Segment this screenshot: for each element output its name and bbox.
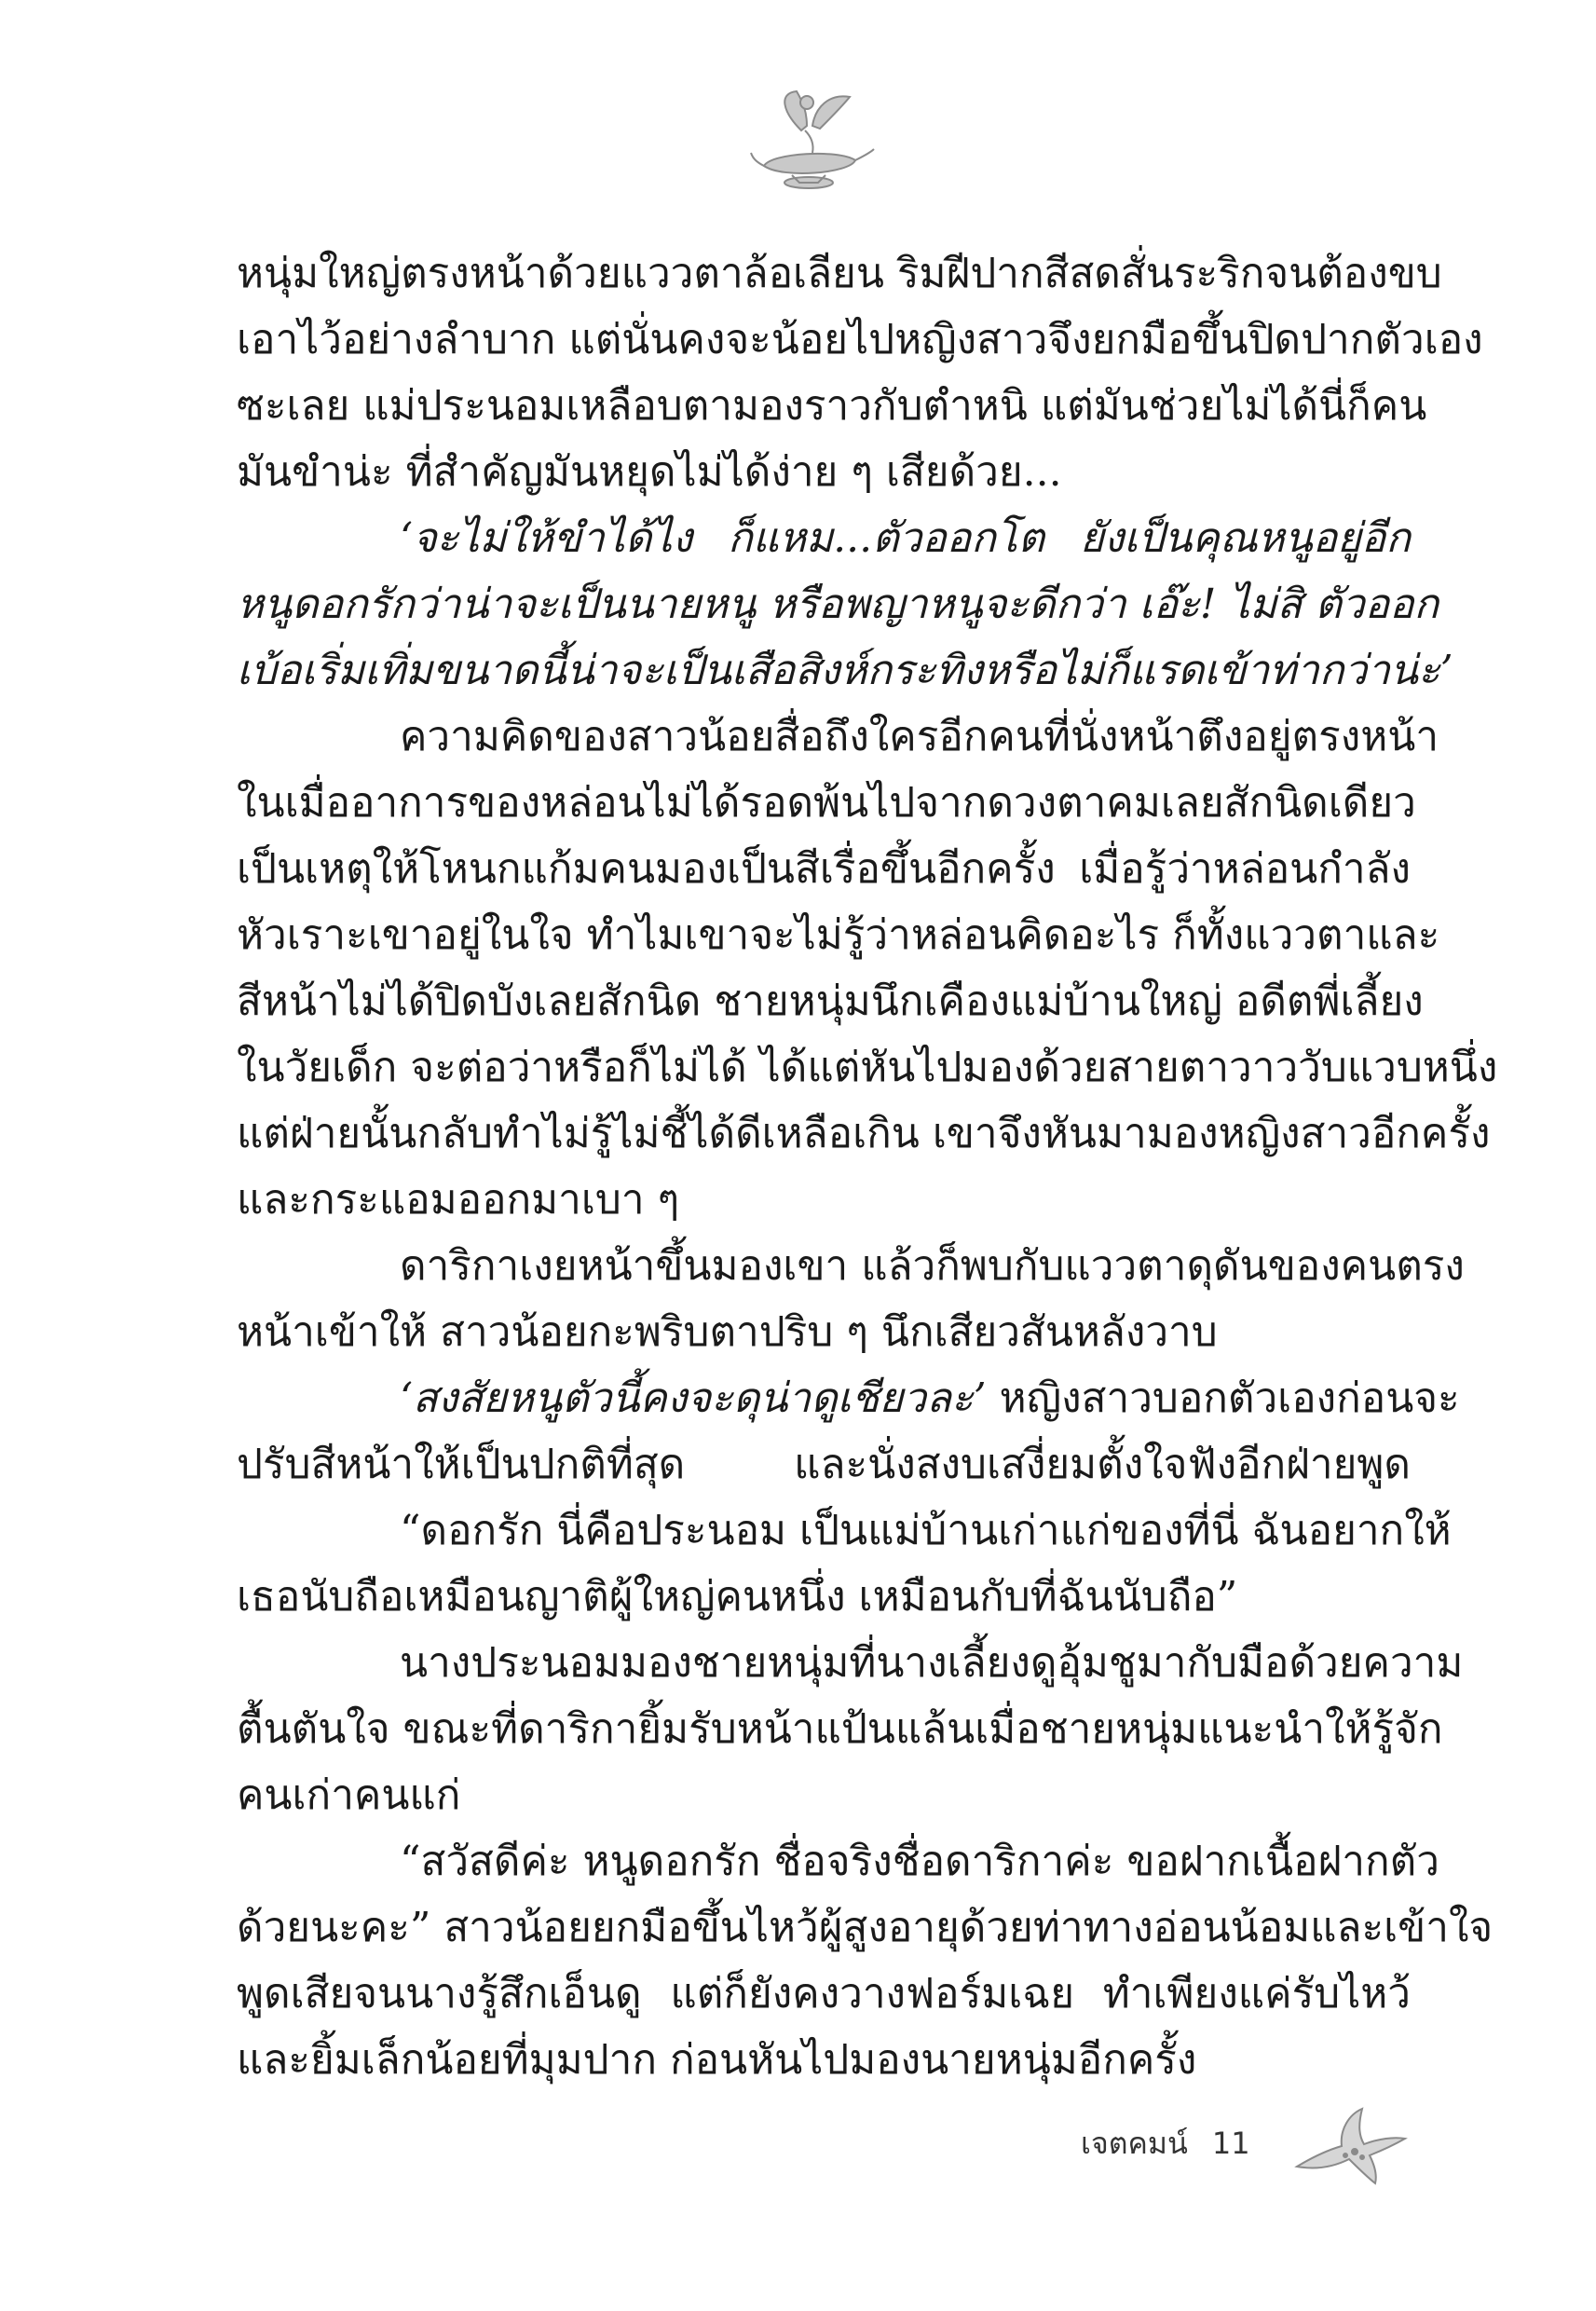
text-line: หนูดอกรักว่าน่าจะเป็นนายหนู หรือพญาหนูจะดีกว่า เอ๊ะ! ไม่สิ ตัวออก (237, 581, 1439, 628)
text-line: ด้วยนะคะ” สาวน้อยยกมือขึ้นไหว้ผู้สูงอายุด้วยท่าทางอ่อนน้อมและเข้าใจ (237, 1904, 1494, 1951)
text-line: ความคิดของสาวน้อยสื่อถึงใครอีกคนที่นั่งหน้าตึงอยู่ตรงหน้า (400, 713, 1439, 760)
text-line: เป็นเหตุให้โหนกแก้มคนมองเป็นสีเรื่อขึ้นอีกครั้ง เมื่อรู้ว่าหล่อนกำลัง (237, 845, 1411, 893)
text-line: หน้าเข้าให้ สาวน้อยกะพริบตาปริบ ๆ นึกเสียวสันหลังวาบ (237, 1308, 1218, 1356)
text-line: เธอนับถือเหมือนญาติผู้ใหญ่คนหนึ่ง เหมือนกับที่ฉันนับถือ” (237, 1573, 1238, 1620)
text-line: พูดเสียจนนางรู้สึกเอ็นดู แต่ก็ยังคงวางฟอร์มเฉย ทำเพียงแค่รับไหว้ (237, 1970, 1411, 2017)
text-line: หัวเราะเขาอยู่ในใจ ทำไมเขาจะไม่รู้ว่าหล่อนคิดอะไร ก็ทั้งแววตาและ (237, 911, 1440, 959)
text-line: นางประนอมมองชายหนุ่มที่นางเลี้ยงดูอุ้มชูมากับมือด้วยความ (400, 1639, 1464, 1687)
body-text (237, 240, 1498, 2093)
text-line: “สวัสดีค่ะ หนูดอกรัก ชื่อจริงชื่อดาริกาค่ะ ขอฝากเนื้อฝากตัว (400, 1838, 1439, 1885)
text-line: สีหน้าไม่ได้ปิดบังเลยสักนิด ชายหนุ่มนึกเคืองแม่บ้านใหญ่ อดีตพี่เลี้ยง (237, 978, 1424, 1025)
text-line: ‘จะไม่ให้ขำได้ไง ก็แหม...ตัวออกโต ยังเป็นคุณหนูอยู่อีก (400, 514, 1411, 562)
starfish-ornament-icon (1288, 2101, 1409, 2185)
text-line: คนเก่าคนแก่ (237, 1771, 461, 1819)
text-line: “ดอกรัก นี่คือประนอม เป็นแม่บ้านเก่าแก่ของที่นี่ ฉันอยากให้ (400, 1507, 1452, 1554)
genie-lamp-with-angel-icon (745, 75, 876, 205)
text-line: เบ้อเริ่มเทิ่มขนาดนี้น่าจะเป็นเสือสิงห์กระทิงหรือไม่ก็แรดเข้าท่ากว่าน่ะ’ (237, 647, 1453, 694)
text-line: ในเมื่ออาการของหล่อนไม่ได้รอดพ้นไปจากดวงตาคมเลยสักนิดเดียว (237, 779, 1416, 827)
text-line: เอาไว้อย่างลำบาก แต่นั่นคงจะน้อยไปหญิงสาวจึงยกมือขึ้นปิดปากตัวเอง (237, 316, 1483, 363)
text-line: มันขำน่ะ ที่สำคัญมันหยุดไม่ได้ง่าย ๆ เสียด้วย... (237, 448, 1062, 496)
page-number: 11 (1211, 2126, 1250, 2161)
page-footer (1081, 2106, 1409, 2181)
inner-thought: ‘สงสัยหนูตัวนี้คงจะดุน่าดูเชียวละ’ (400, 1374, 987, 1422)
text-line: แต่ฝ่ายนั้นกลับทำไม่รู้ไม่ชี้ได้ดีเหลือเกิน เขาจึงหันมามองหญิงสาวอีกครั้ง (237, 1110, 1491, 1157)
text-line: ดาริกาเงยหน้าขึ้นมองเขา แล้วก็พบกับแววตาดุดันของคนตรง (400, 1242, 1465, 1290)
text-line: หนุ่มใหญ่ตรงหน้าด้วยแววตาล้อเลียน ริมฝีปากสีสดสั่นระริกจนต้องขบ (237, 250, 1442, 297)
text-line (237, 1365, 1460, 1431)
text-line: ปรับสีหน้าให้เป็นปกติที่สุด และนั่งสงบเสงี่ยมตั้งใจฟังอีกฝ่ายพูด (237, 1441, 1411, 1488)
text-fragment: หญิงสาวบอกตัวเองก่อนจะ (999, 1374, 1460, 1422)
text-line: ซะเลย แม่ประนอมเหลือบตามองราวกับตำหนิ แต่มันช่วยไม่ได้นี่ก็คน (237, 382, 1427, 430)
text-line: ตื้นตันใจ ขณะที่ดาริกายิ้มรับหน้าแป้นแล้นเมื่อชายหนุ่มแนะนำให้รู้จัก (237, 1705, 1443, 1753)
text-line: และกระแอมออกมาเบา ๆ (237, 1176, 680, 1224)
text-line: ในวัยเด็ก จะต่อว่าหรือก็ไม่ได้ ได้แต่หันไปมองด้วยสายตาวาววับแวบหนึ่ง (237, 1044, 1498, 1091)
running-title: เจตคมน์ (1081, 2125, 1188, 2161)
text-line: และยิ้มเล็กน้อยที่มุมปาก ก่อนหันไปมองนายหนุ่มอีกครั้ง (237, 2036, 1197, 2084)
